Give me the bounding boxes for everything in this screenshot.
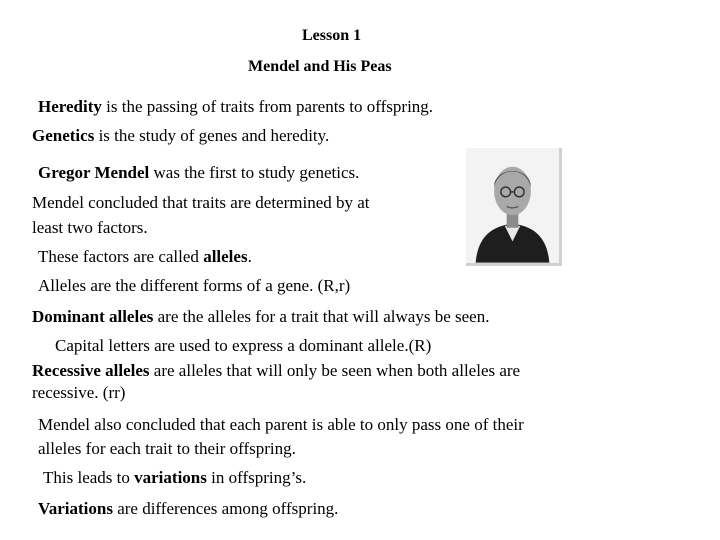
recessive-line-2: recessive. (rr) bbox=[32, 383, 126, 402]
alleles-called bbox=[38, 247, 252, 267]
heredity-term: Heredity bbox=[38, 97, 102, 116]
variations-lead-end: in offspring’s. bbox=[206, 468, 307, 487]
alleles-called-end: . bbox=[247, 247, 252, 266]
alleles-forms: Alleles are the different forms of a gene. (R,r) bbox=[38, 276, 351, 295]
concluded-line-2: least two factors. bbox=[32, 218, 148, 237]
variations-term: Variations bbox=[38, 499, 113, 518]
dominant-definition bbox=[32, 307, 489, 327]
heredity-text: is the passing of traits from parents to offspring. bbox=[101, 97, 434, 116]
recessive-text: are alleles that will only be seen when both alleles are bbox=[149, 361, 521, 380]
genetics-term: Genetics bbox=[32, 126, 95, 145]
alleles-term: alleles bbox=[203, 247, 248, 266]
heredity-definition bbox=[38, 97, 433, 117]
pass-line-1: Mendel also concluded that each parent is able to only pass one of their bbox=[38, 415, 524, 434]
recessive-definition bbox=[32, 361, 520, 381]
alleles-called-text: These factors are called bbox=[38, 247, 204, 266]
variations-definition bbox=[38, 499, 338, 519]
genetics-text: is the study of genes and heredity. bbox=[94, 126, 330, 145]
genetics-definition bbox=[32, 126, 329, 146]
lesson-subtitle: Mendel and His Peas bbox=[248, 58, 392, 75]
mendel-statement bbox=[38, 163, 359, 183]
variations-lead-text: This leads to bbox=[43, 468, 135, 487]
mendel-text: was the first to study genetics. bbox=[149, 163, 360, 182]
mendel-term: Gregor Mendel bbox=[38, 163, 150, 182]
recessive-term: Recessive alleles bbox=[32, 361, 150, 380]
mendel-portrait-icon bbox=[466, 148, 562, 266]
lesson-title: Lesson 1 bbox=[302, 27, 362, 44]
pass-line-2: alleles for each trait to their offspring. bbox=[38, 439, 296, 458]
dominant-text: are the alleles for a trait that will always be seen. bbox=[153, 307, 490, 326]
capital-letters-note: Capital letters are used to express a dominant allele.(R) bbox=[55, 336, 432, 355]
variations-lead bbox=[43, 468, 306, 488]
concluded-line-1: Mendel concluded that traits are determined by at bbox=[32, 193, 370, 212]
variations-term-lead: variations bbox=[134, 468, 207, 487]
variations-text: are differences among offspring. bbox=[112, 499, 339, 518]
dominant-term: Dominant alleles bbox=[32, 307, 154, 326]
